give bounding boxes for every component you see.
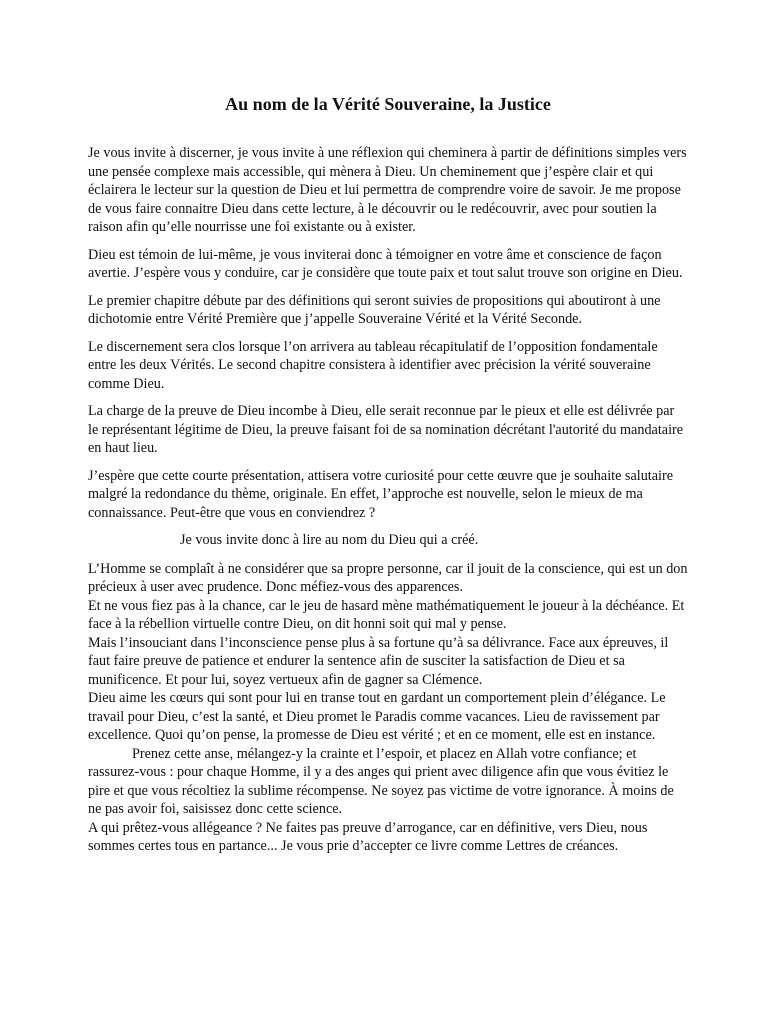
closing-section [88, 560, 688, 856]
paragraph: Le premier chapitre débute par des définitions qui seront suivies de propositions qui aboutiront à une dichotomie entre Vérité Première que j’appelle Souveraine Vérité et la Vérité Seconde. [88, 292, 661, 327]
invitation-line: Je vous invite donc à lire au nom du Dieu qui a créé. [180, 532, 479, 548]
paragraph: J’espère que cette courte présentation, attisera votre curiosité pour cette œuvre que je souhaite salutaire malgré la redondance du thème, originale. En effet, l’approche est nouvelle, selon le mieux de ma connaissance. Peut-être que vous en conviendrez ? [88, 467, 673, 521]
closing-line: L’Homme se complaît à ne considérer que sa propre personne, car il jouit de la conscience, qui est un don précieux à user avec prudence. Donc méfiez-vous des apparences. [88, 560, 688, 595]
paragraph: Je vous invite à discerner, je vous invite à une réflexion qui cheminera à partir de définitions simples vers une pensée complexe mais accessible, qui mènera à Dieu. Un cheminement que j’espère clair et qui éclairera le lecteur sur la question de Dieu et lui permettra de comprendre voire de savoir. Je me propose de vous faire connaitre Dieu dans cette lecture, à le découvrir ou le redécouvrir, avec pour soutien la raison afin qu’elle nourrisse une foi existante ou à exister. [88, 145, 687, 235]
closing-line: Dieu aime les cœurs qui sont pour lui en transe tout en gardant un comportement plein d’élégance. Le travail pour Dieu, c’est la santé, et Dieu promet le Paradis comme vacances. Lieu de ravissement par excellence. Quoi qu’on pense, la promesse de Dieu est vérité ; et en ce moment, elle est en instance. [88, 690, 666, 743]
paragraph: Le discernement sera clos lorsque l’on arrivera au tableau récapitulatif de l’opposition fondamentale entre les deux Vérités. Le second chapitre consistera à identifier avec précision la vérité souveraine comme Dieu. [88, 338, 658, 392]
closing-line: Prenez cette anse, mélangez-y la crainte et l’espoir, et placez en Allah votre confiance; et rassurez-vous : pour chaque Homme, il y a des anges qui prient avec diligence afin que vous évitiez le pire et que vous récoltiez la sublime récompense. Ne soyez pas victime de votre ignorance. À moins de ne pas avoir foi, saisissez donc cette science. [88, 745, 674, 817]
page-title: Au nom de la Vérité Souveraine, la Justice [225, 94, 551, 114]
paragraph: La charge de la preuve de Dieu incombe à Dieu, elle serait reconnue par le pieux et elle est délivrée par le représentant légitime de Dieu, la preuve faisant foi de sa nomination décrétant l'autorité du mandataire en haut lieu. [88, 403, 684, 456]
closing-line: A qui prêtez-vous allégeance ? Ne faites pas preuve d’arrogance, car en définitive, vers Dieu, nous sommes certes tous en partance... Je vous prie d’accepter ce livre comme Lettres de créances. [88, 819, 648, 854]
document-body [88, 144, 688, 856]
closing-line: Mais l’insouciant dans l’inconscience pense plus à sa fortune qu’à sa délivrance. Face aux épreuves, il faut faire preuve de patience et endurer la sentence afin de susciter la satisfaction de Dieu et sa munificence. Et pour lui, soyez vertueux afin de gagner sa Clémence. [88, 634, 669, 688]
paragraph: Dieu est témoin de lui-même, je vous inviterai donc à témoigner en votre âme et conscience de façon avertie. J’espère vous y conduire, car je considère que toute paix et tout salut trouve son origine en Dieu. [88, 246, 683, 281]
closing-line: Et ne vous fiez pas à la chance, car le jeu de hasard mène mathématiquement le joueur à la déchéance. Et face à la rébellion virtuelle contre Dieu, on dit honni soit qui mal y pense. [88, 597, 685, 632]
